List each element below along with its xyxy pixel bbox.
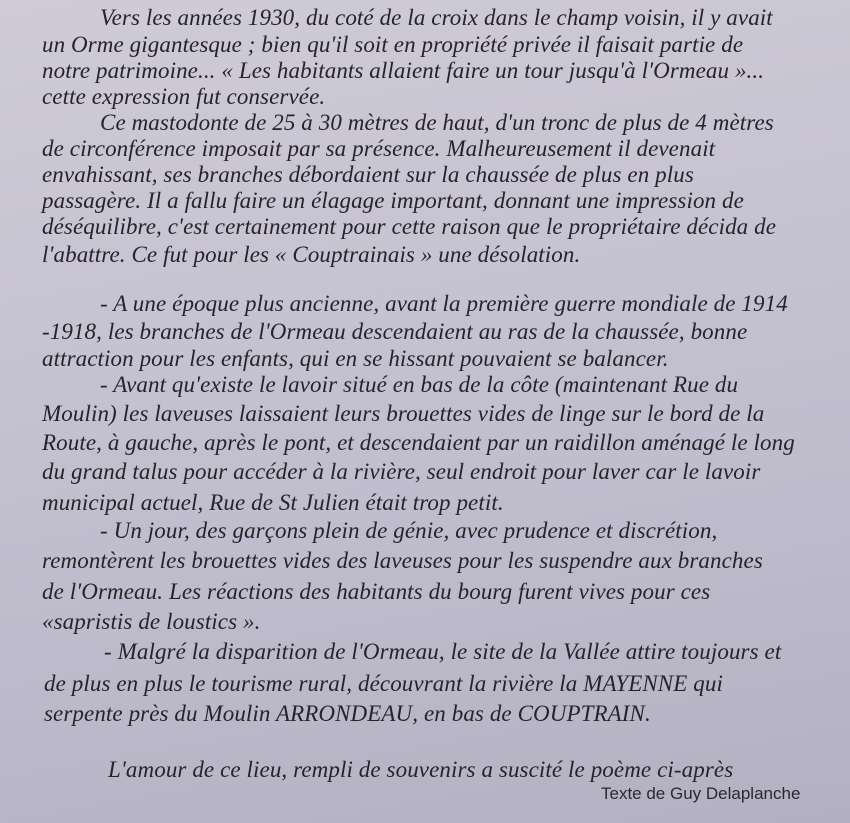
text-line: Moulin) les laveuses laissaient leurs brouettes vides de linge sur le bord de la [42,401,765,426]
text-line: - Avant qu'existe le lavoir situé en bas de la côte (maintenant Rue du [100,372,739,397]
text-line: - A une époque plus ancienne, avant la première guerre mondiale de 1914 [100,291,788,316]
text-line: «sapristis de loustics ». [42,609,261,634]
text-line: l'abattre. Ce fut pour les « Couptrainais » une désolation. [42,242,581,267]
text-line: - Malgré la disparition de l'Ormeau, le site de la Vallée attire toujours et [104,639,782,664]
text-line: municipal actuel, Rue de St Julien était trop petit. [42,490,504,515]
text-line: Vers les années 1930, du coté de la croix dans le champ voisin, il y avait [100,5,773,30]
text-line: de circonférence imposait par sa présence. Malheureusement il devenait [42,136,716,161]
text-line: de plus en plus le tourisme rural, découvrant la rivière la MAYENNE qui [44,671,723,696]
text-line: déséquilibre, c'est certainement pour cette raison que le propriétaire décida de [42,214,777,239]
text-line: Ce mastodonte de 25 à 30 mètres de haut, d'un tronc de plus de 4 mètres [100,110,774,135]
text-line: un Orme gigantesque ; bien qu'il soit en propriété privée il faisait partie de [42,32,744,57]
text-line: Route, à gauche, après le pont, et descendaient par un raidillon aménagé le long [42,430,795,455]
text-line: passagère. Il a fallu faire un élagage important, donnant une impression de [42,188,744,213]
text-line: L'amour de ce lieu, rempli de souvenirs a suscité le poème ci-après [108,757,734,782]
text-line: serpente près du Moulin ARRONDEAU, en bas de COUPTRAIN. [44,701,651,726]
text-line: envahissant, ses branches débordaient sur la chaussée de plus en plus [42,162,694,187]
text-line: attraction pour les enfants, qui en se hissant pouvaient se balancer. [42,346,669,371]
text-line: du grand talus pour accéder à la rivière, seul endroit pour laver car le lavoir [42,459,761,484]
author-signature: Texte de Guy Delaplanche [601,784,801,803]
text-line: cette expression fut conservée. [42,84,326,109]
text-line: de l'Ormeau. Les réactions des habitants du bourg furent vives pour ces [42,579,711,604]
text-line: -1918, les branches de l'Ormeau descendaient au ras de la chaussée, bonne [42,319,748,344]
text-line: remontèrent les brouettes vides des laveuses pour les suspendre aux branches [42,548,763,573]
text-line: - Un jour, des garçons plein de génie, avec prudence et discrétion, [100,518,718,543]
text-line: notre patrimoine... « Les habitants allaient faire un tour jusqu'à l'Ormeau »... [42,58,765,83]
